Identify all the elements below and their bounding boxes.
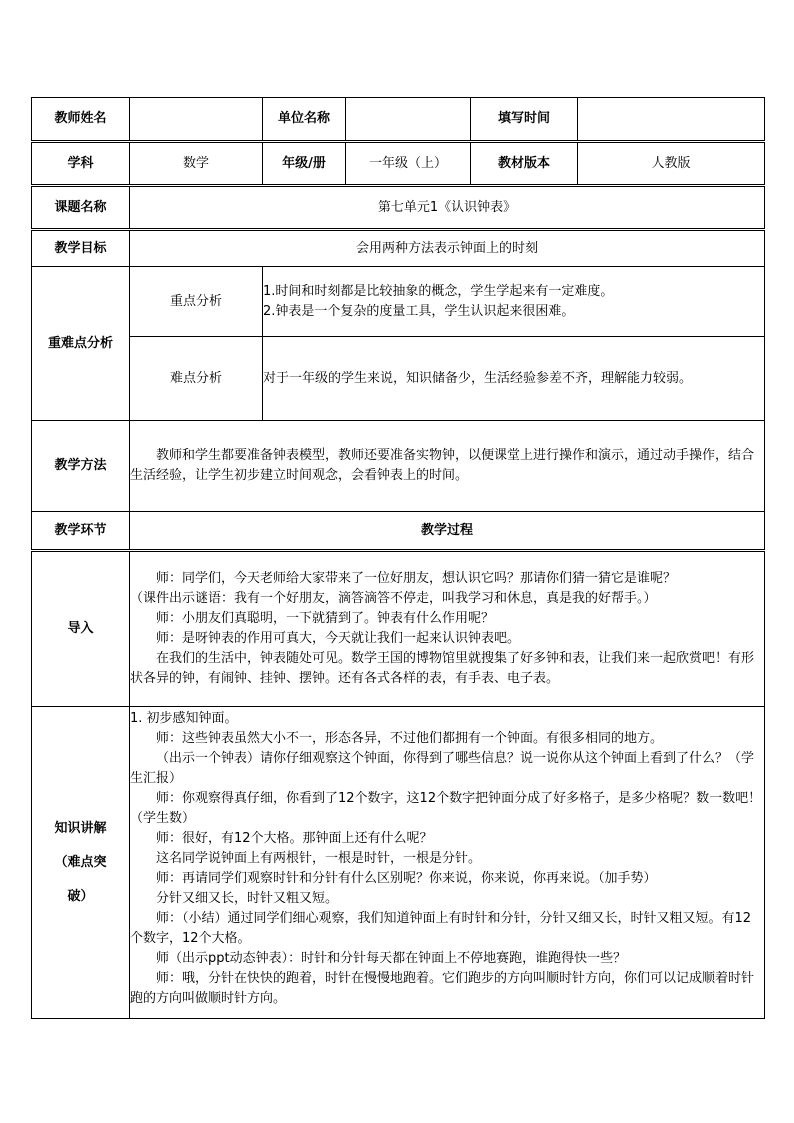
method-row xyxy=(32,421,765,512)
key-point: 2.钟表是一个复杂的度量工具，学生认识起来很困难。 xyxy=(263,303,575,319)
method-text: 教师和学生都要准备钟表模型，教师还要准备实物钟，以便课堂上进行操作和演示，通过动手操作，结合生活经验，让学生初步建立时间观念，会看钟表上的时间。 xyxy=(130,448,755,483)
knowledge-label-line: （难点突 xyxy=(54,854,107,870)
knowledge-paragraph: 师：很好，有12个大格。那钟面上还有什么呢？ xyxy=(156,831,433,846)
topic-value: 第七单元1《认识钟表》 xyxy=(130,186,765,230)
process-stage-label: 教学环节 xyxy=(32,512,130,551)
process-header-row xyxy=(32,512,765,551)
unit-name-value xyxy=(346,98,471,142)
fill-date-value xyxy=(578,98,765,142)
analysis-label: 重难点分析 xyxy=(32,267,130,421)
info-row-1 xyxy=(32,98,765,142)
topic-row xyxy=(32,186,765,230)
lesson-plan-table xyxy=(31,97,765,1019)
knowledge-label-line: 破） xyxy=(67,888,94,904)
subject-label: 学科 xyxy=(32,142,130,186)
teacher-name-value xyxy=(130,98,263,142)
edition-label: 教材版本 xyxy=(471,142,578,186)
knowledge-content xyxy=(130,707,765,1019)
intro-paragraph: 师：小朋友们真聪明，一下就猜到了。钟表有什么作用呢？ xyxy=(156,611,495,626)
topic-label: 课题名称 xyxy=(32,186,130,230)
key-analysis-content xyxy=(263,267,765,337)
knowledge-paragraph: 师（出示ppt动态钟表）：时针和分针每天都在钟面上不停地赛跑，谁跑得快一些？ xyxy=(156,951,627,966)
method-cell xyxy=(130,421,765,512)
knowledge-paragraph: 师：这些钟表虽然大小不一，形态各异，不过他们都拥有一个钟面。有很多相同的地方。 xyxy=(156,731,664,746)
knowledge-paragraph: 师：你观察得真仔细，你看到了12个数字，这12个数字把钟面分成了好多格子，是多少格呢？数一数吧！（学生数） xyxy=(130,791,762,826)
knowledge-row xyxy=(32,707,765,1019)
intro-paragraph: 在我们的生活中，钟表随处可见。数学王国的博物馆里就搜集了好多钟和表，让我们来一起欣赏吧！有形状各异的钟，有闹钟、挂钟、摆钟。还有各式各样的表，有手表、电子表。 xyxy=(130,651,755,686)
goal-row xyxy=(32,230,765,267)
info-row-2 xyxy=(32,142,765,186)
difficult-analysis-row xyxy=(32,337,765,421)
difficult-analysis-label: 难点分析 xyxy=(130,337,263,421)
knowledge-paragraph: 师：再请同学们观察时针和分针有什么区别呢？你来说，你来说，你再来说。（加手势） xyxy=(156,871,657,886)
knowledge-paragraph: 这名同学说钟面上有两根针，一根是时针，一根是分针。 xyxy=(156,851,482,866)
knowledge-paragraph: 师：哦，分针在快快的跑着，时针在慢慢地跑着。它们跑步的方向叫顺时针方向，你们可以记成顺着时针跑的方向叫做顺时针方向。 xyxy=(130,971,755,1006)
intro-paragraph: 师：是呀钟表的作用可真大，今天就让我们一起来认识钟表吧。 xyxy=(156,631,521,646)
grade-label: 年级/册 xyxy=(263,142,346,186)
unit-name-label: 单位名称 xyxy=(263,98,346,142)
goal-value: 会用两种方法表示钟面上的时刻 xyxy=(130,230,765,267)
key-analysis-row xyxy=(32,267,765,337)
intro-paragraph: （课件出示谜语：我有一个好朋友，滴答滴答不停走，叫我学习和休息，真是我的好帮手。） xyxy=(130,591,657,606)
method-label: 教学方法 xyxy=(32,421,130,512)
intro-content xyxy=(130,551,765,707)
subject-value: 数学 xyxy=(130,142,263,186)
knowledge-label-line: 知识讲解 xyxy=(54,820,107,836)
intro-label: 导入 xyxy=(32,551,130,707)
knowledge-paragraph: 分针又细又长，时针又粗又短。 xyxy=(156,891,339,906)
difficult-analysis-text: 对于一年级的学生来说，知识储备少，生活经验参差不齐，理解能力较弱。 xyxy=(263,337,765,421)
fill-date-label: 填写时间 xyxy=(471,98,578,142)
knowledge-heading: 1. 初步感知钟面。 xyxy=(130,711,238,726)
knowledge-paragraph: （出示一个钟表）请你仔细观察这个钟面，你得到了哪些信息？说一说你从这个钟面上看到了什么？（学生汇报） xyxy=(130,751,755,786)
teacher-name-label: 教师姓名 xyxy=(32,98,130,142)
process-title: 教学过程 xyxy=(130,512,765,551)
intro-paragraph: 师：同学们，今天老师给大家带来了一位好朋友，想认识它吗？那请你们猜一猜它是谁呢？ xyxy=(156,571,677,586)
edition-value: 人教版 xyxy=(578,142,765,186)
knowledge-label xyxy=(32,707,130,1019)
grade-value: 一年级（上） xyxy=(346,142,471,186)
goal-label: 教学目标 xyxy=(32,230,130,267)
key-point: 1.时间和时刻都是比较抽象的概念，学生学起来有一定难度。 xyxy=(263,283,614,299)
knowledge-paragraph: 师：（小结）通过同学们细心观察，我们知道钟面上有时针和分针，分针又细又长，时针又粗又短。有12个数字，12个大格。 xyxy=(130,911,752,946)
key-analysis-label: 重点分析 xyxy=(130,267,263,337)
intro-row xyxy=(32,551,765,707)
